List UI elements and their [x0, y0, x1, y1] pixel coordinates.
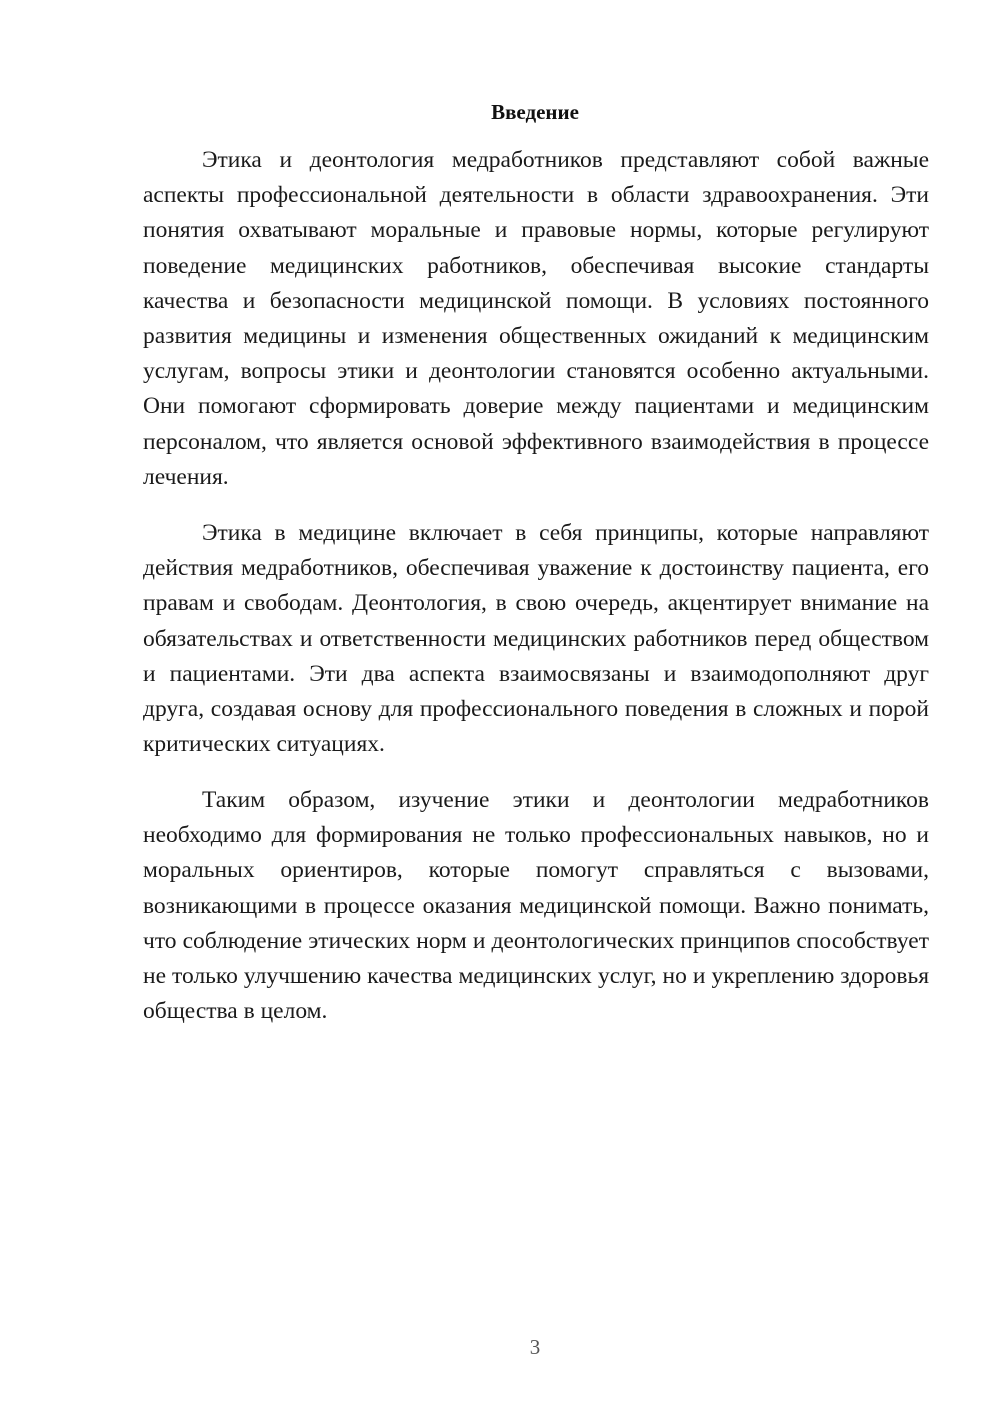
paragraph-1: Этика и деонтология медработников представляют собой важные аспекты профессиональной деятельности в области здравоохранения. Эти понятия охватывают моральные и правовые нормы, которые регулируют поведение медицинских работников, обеспечивая высокие стандарты качества и безопасности медицинской помощи. В условиях постоянного развития медицины и изменения общественных ожиданий к медицинским услугам, вопросы этики и деонтологии становятся особенно актуальными. Они помогают сформировать доверие между пациентами и медицинским персоналом, что является основой эффективного взаимодействия в процессе лечения.	[143, 147, 929, 490]
section-heading: Введение	[491, 100, 579, 124]
paragraph-2: Этика в медицине включает в себя принципы, которые направляют действия медработников, обеспечивая уважение к достоинству пациента, его правам и свободам. Деонтология, в свою очередь, акцентирует внимание на обязательствах и ответственности медицинских работников перед обществом и пациентами. Эти два аспекта взаимосвязаны и взаимодополняют друг друга, создавая основу для профессионального поведения в сложных и порой критических ситуациях.	[143, 520, 929, 758]
page-number: 3	[529, 1335, 541, 1359]
paragraph-3: Таким образом, изучение этики и деонтологии медработников необходимо для формирования не только профессиональных навыков, но и моральных ориентиров, которые помогут справляться с вызовами, возникающими в процессе оказания медицинской помощи. Важно понимать, что соблюдение этических норм и деонтологических принципов способствует не только улучшению качества медицинских услуг, но и укреплению здоровья общества в целом.	[143, 787, 929, 1025]
